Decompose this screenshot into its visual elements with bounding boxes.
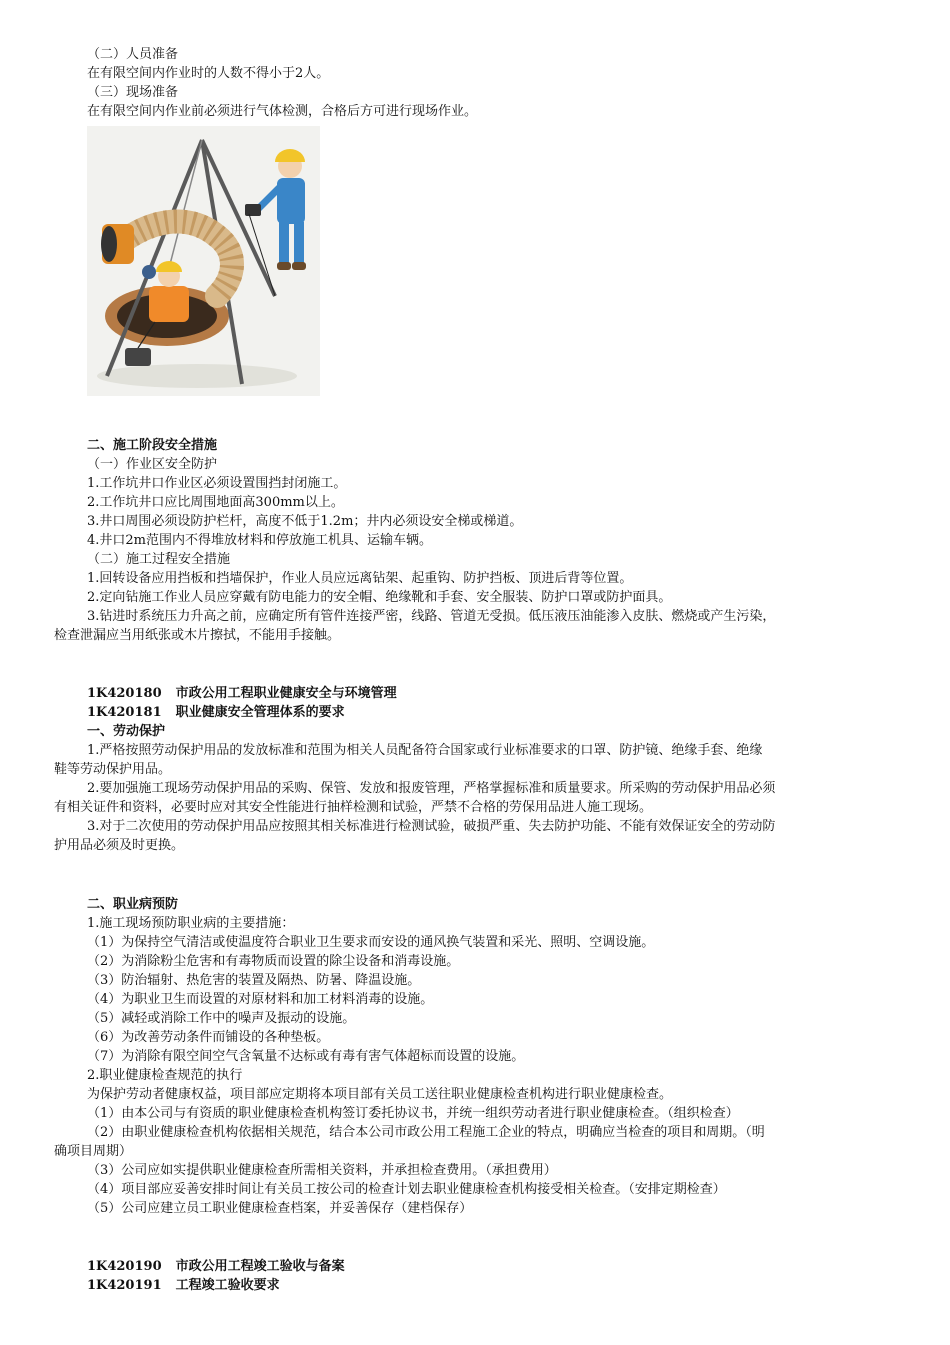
- prevention-measures-subheading: 1.施工现场预防职业病的主要措施：: [87, 916, 295, 931]
- personnel-prep-text: 在有限空间内作业时的人数不得小于2人。: [87, 66, 330, 81]
- list-item: （3）公司应如实提供职业健康检查所需相关资料，并承担检查费用。（承担费用）: [87, 1163, 557, 1178]
- section-code: 1K420180: [87, 686, 162, 701]
- list-item: （2）由职业健康检查机构依据相关规范，结合本公司市政公用工程施工企业的特点，明确应当检查的项目和周期。（明: [87, 1125, 765, 1140]
- list-item: 4.井口2m范围内不得堆放材料和停放施工机具、运输车辆。: [87, 533, 433, 548]
- list-item: （1）为保持空气清洁或使温度符合职业卫生要求而安设的通风换气装置和采光、照明、空调设施。: [87, 935, 655, 950]
- section-title: 职业健康安全管理体系的要求: [175, 705, 345, 720]
- section-title-1k420180: [87, 684, 397, 703]
- list-item: 2.定向钻施工作业人员应穿戴有防电能力的安全帽、绝缘靴和手套、安全服装、防护口罩或防护面具。: [87, 590, 672, 605]
- list-item: （4）项目部应妥善安排时间让有关员工按公司的检查计划去职业健康检查机构接受相关检查。（安排定期检查）: [87, 1182, 726, 1197]
- process-safety-subheading: （二）施工过程安全措施: [87, 552, 231, 567]
- health-exam-subheading: 2.职业健康检查规范的执行: [87, 1068, 243, 1083]
- disease-prevention-heading: 二、职业病预防: [87, 897, 179, 912]
- list-item: （2）为消除粉尘危害和有毒物质而设置的除尘设备和消毒设施。: [87, 954, 460, 969]
- list-item: 1.回转设备应用挡板和挡墙保护，作业人员应远离钻架、起重钩、防护挡板、顶进后背等位置。: [87, 571, 633, 586]
- paragraph-line: 鞋等劳动保护用品。: [54, 762, 172, 777]
- paragraph-line: 有相关证件和资料，必要时应对其安全性能进行抽样检测和试验，严禁不合格的劳保用品进人施工现场。: [54, 800, 653, 815]
- list-item: （1）由本公司与有资质的职业健康检查机构签订委托协议书，并统一组织劳动者进行职业健康检查。（组织检查）: [87, 1106, 739, 1121]
- section-title-1k420190: [87, 1257, 345, 1276]
- list-item: 检查泄漏应当用纸张或木片擦拭，不能用手接触。: [54, 628, 341, 643]
- list-item: （7）为消除有限空间空气含氧量不达标或有毒有害气体超标而设置的设施。: [87, 1049, 525, 1064]
- site-prep-text: 在有限空间内作业前必须进行气体检测，合格后方可进行现场作业。: [87, 104, 478, 119]
- list-item: 3.钻进时系统压力升高之前，应确定所有管件连接严密，线路、管道无受损。低压液压油能渗入皮肤、燃烧或产生污染，: [87, 609, 776, 624]
- labor-protection-heading: 一、劳动保护: [87, 724, 166, 739]
- list-item: （5）公司应建立员工职业健康检查档案，并妥善保存（建档保存）: [87, 1201, 473, 1216]
- section-title: 市政公用工程职业健康安全与环境管理: [175, 686, 397, 701]
- section-code: 1K420190: [87, 1259, 162, 1274]
- list-item: （3）防治辐射、热危害的装置及隔热、防暑、降温设施。: [87, 973, 421, 988]
- section-code: 1K420181: [87, 705, 162, 720]
- paragraph-line: 3.对于二次使用的劳动保护用品应按照其相关标准进行检测试验，破损严重、失去防护功能、不能有效保证安全的劳动防: [87, 819, 776, 834]
- personnel-prep-heading: （二）人员准备: [87, 47, 179, 62]
- list-item: 确项目周期）: [54, 1144, 133, 1159]
- section-title-1k420191: [87, 1276, 280, 1295]
- paragraph-line: 2.要加强施工现场劳动保护用品的采购、保管、发放和报废管理，严格掌握标准和质量要求。所采购的劳动保护用品必须: [87, 781, 776, 796]
- list-item: 1.工作坑井口作业区必须设置围挡封闭施工。: [87, 476, 347, 491]
- paragraph-line: 1.严格按照劳动保护用品的发放标准和范围为相关人员配备符合国家或行业标准要求的口罩、防护镜、绝缘手套、绝缘: [87, 743, 763, 758]
- list-item: 3.井口周围必须设防护栏杆，高度不低于1.2m；井内必须设安全梯或梯道。: [87, 514, 523, 529]
- section-title: 市政公用工程竣工验收与备案: [175, 1259, 345, 1274]
- section-code: 1K420191: [87, 1278, 162, 1293]
- confined-space-gas-detection-illustration: [87, 126, 320, 396]
- site-prep-heading: （三）现场准备: [87, 85, 179, 100]
- list-item: （4）为职业卫生而设置的对原材料和加工材料消毒的设施。: [87, 992, 434, 1007]
- list-item: （6）为改善劳动条件而铺设的各种垫板。: [87, 1030, 330, 1045]
- list-item: 2.工作坑井口应比周围地面高300mm以上。: [87, 495, 344, 510]
- paragraph-line: 为保护劳动者健康权益，项目部应定期将本项目部有关员工送往职业健康检查机构进行职业健康检查。: [87, 1087, 673, 1102]
- section-title: 工程竣工验收要求: [175, 1278, 280, 1293]
- list-item: （5）减轻或消除工作中的噪声及振动的设施。: [87, 1011, 356, 1026]
- paragraph-line: 护用品必须及时更换。: [54, 838, 185, 853]
- section-title-1k420181: [87, 703, 345, 722]
- construction-safety-heading: 二、施工阶段安全措施: [87, 438, 218, 453]
- work-area-protection-subheading: （一）作业区安全防护: [87, 457, 218, 472]
